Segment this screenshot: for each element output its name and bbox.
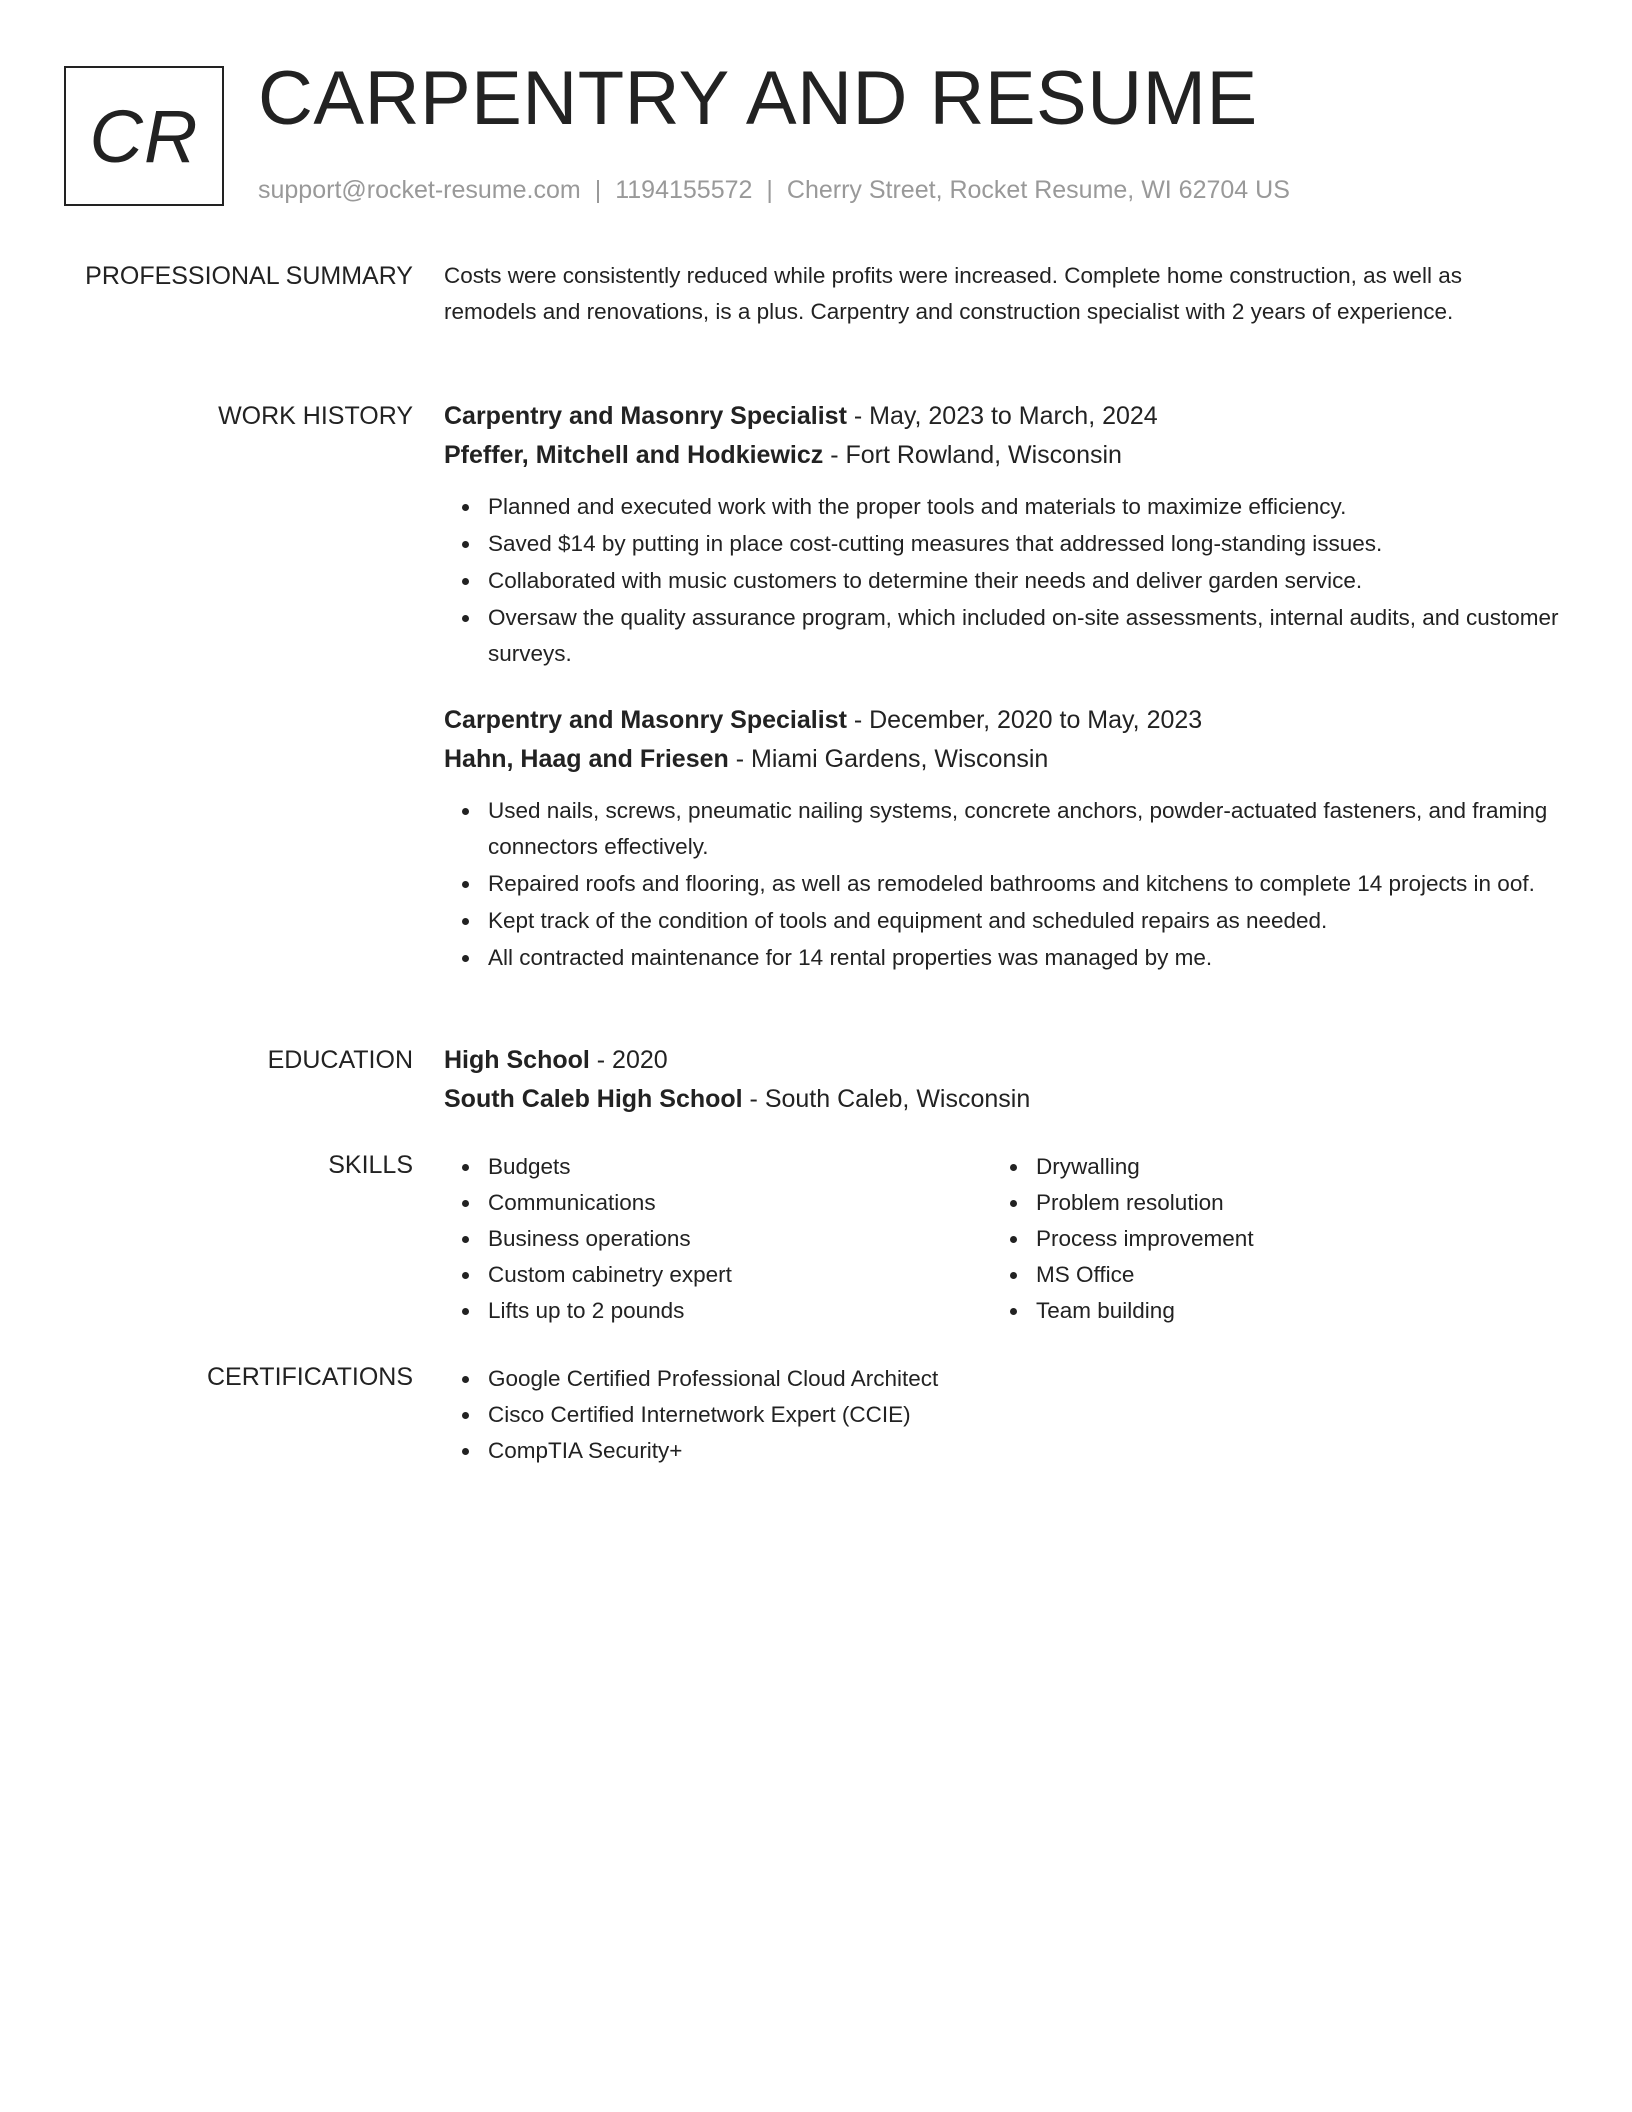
job-bullet-text: Kept track of the condition of tools and equipment and scheduled repairs as needed. (488, 908, 1328, 933)
job-bullet-text: Saved $14 by putting in place cost-cutting measures that addressed long-standing issues. (488, 531, 1383, 556)
skill-item (488, 1185, 992, 1221)
job-title: Carpentry and Masonry Specialist (444, 706, 847, 734)
skill-item (488, 1257, 992, 1293)
skill-text: MS Office (1036, 1262, 1135, 1287)
job-company: Hahn, Haag and Friesen (444, 745, 729, 773)
bullet-dot-icon (462, 541, 469, 548)
bullet-dot-icon (462, 1448, 469, 1455)
job-bullet-text: Collaborated with music customers to determine their needs and deliver garden service. (488, 568, 1363, 593)
job-bullet-text: Used nails, screws, pneumatic nailing systems, concrete anchors, powder-actuated fasteners, and framing connectors effectively. (488, 798, 1548, 859)
education-school-line (444, 1081, 1559, 1117)
education-degree-line (444, 1042, 1559, 1078)
bullet-dot-icon (462, 808, 469, 815)
skills-column-left (444, 1149, 992, 1329)
skills-columns (444, 1149, 1559, 1329)
education-body (444, 1044, 1559, 1119)
skill-text: Communications (488, 1190, 656, 1215)
job-bullet-text: Planned and executed work with the proper tools and materials to maximize efficiency. (488, 494, 1347, 519)
bullet-dot-icon (462, 1236, 469, 1243)
skill-item (488, 1221, 992, 1257)
section-label-certifications: CERTIFICATIONS (206, 1363, 413, 1391)
job-title-line (444, 702, 1559, 738)
bullet-dot-icon (1010, 1236, 1017, 1243)
bullet-dot-icon (462, 918, 469, 925)
resume-name: CARPENTRY AND RESUME (258, 56, 1258, 141)
contact-line (258, 174, 1290, 206)
bullet-dot-icon (462, 881, 469, 888)
job-title: Carpentry and Masonry Specialist (444, 402, 847, 430)
certification-item (488, 1433, 1559, 1469)
skill-text: Budgets (488, 1154, 571, 1179)
section-label-education: EDUCATION (267, 1046, 413, 1074)
job-location: - Fort Rowland, Wisconsin (823, 441, 1122, 469)
job-title-line (444, 398, 1559, 434)
certification-text: CompTIA Security+ (488, 1438, 683, 1463)
education-location: - South Caleb, Wisconsin (742, 1085, 1031, 1113)
job-bullet (488, 563, 1559, 599)
skill-item (488, 1149, 992, 1185)
contact-email: support@rocket-resume.com (258, 176, 581, 204)
section-label-skills: SKILLS (328, 1151, 413, 1179)
job-bullet (488, 489, 1559, 525)
skill-text: Drywalling (1036, 1154, 1140, 1179)
certifications-list (444, 1361, 1559, 1469)
job-bullet (488, 866, 1559, 902)
bullet-dot-icon (1010, 1164, 1017, 1171)
certification-item (488, 1397, 1559, 1433)
work-history-body (444, 400, 1559, 976)
certification-text: Google Certified Professional Cloud Architect (488, 1366, 939, 1391)
skill-item (1036, 1221, 1540, 1257)
skills-list-left (444, 1149, 992, 1329)
skill-text: Custom cabinetry expert (488, 1262, 732, 1287)
skill-item (1036, 1185, 1540, 1221)
certification-text: Cisco Certified Internetwork Expert (CCIE) (488, 1402, 911, 1427)
skills-list-right (992, 1149, 1540, 1329)
skill-text: Lifts up to 2 pounds (488, 1298, 685, 1323)
job-dates: - May, 2023 to March, 2024 (846, 402, 1158, 430)
bullet-dot-icon (462, 615, 469, 622)
contact-phone: 1194155572 (615, 176, 753, 204)
monogram-initials: CR (89, 94, 199, 178)
bullet-dot-icon (462, 1376, 469, 1383)
job-company-line (444, 437, 1559, 473)
contact-address: Cherry Street, Rocket Resume, WI 62704 US (786, 176, 1290, 204)
bullet-dot-icon (462, 578, 469, 585)
bullet-dot-icon (462, 504, 469, 511)
bullet-dot-icon (462, 1412, 469, 1419)
skill-item (1036, 1149, 1540, 1185)
summary-text: Costs were consistently reduced while profits were increased. Complete home construction, as well as remodels and renovations, is a plus. Carpentry and construction specialist with 2 years of experience. (444, 263, 1462, 324)
job-bullet (488, 526, 1559, 562)
skill-text: Team building (1036, 1298, 1175, 1323)
education-year: - 2020 (589, 1046, 668, 1074)
education-degree: High School (444, 1046, 590, 1074)
job-bullets (444, 489, 1559, 672)
contact-separator: | (594, 176, 602, 204)
bullet-dot-icon (462, 1308, 469, 1315)
job-entry (444, 704, 1559, 976)
job-company-line (444, 741, 1559, 777)
job-dates: - December, 2020 to May, 2023 (846, 706, 1203, 734)
monogram-logo (64, 66, 224, 206)
skill-item (488, 1293, 992, 1329)
bullet-dot-icon (462, 955, 469, 962)
bullet-dot-icon (1010, 1200, 1017, 1207)
section-label-work-history: WORK HISTORY (218, 402, 413, 430)
bullet-dot-icon (462, 1164, 469, 1171)
section-label-summary: PROFESSIONAL SUMMARY (85, 262, 413, 290)
skill-text: Business operations (488, 1226, 691, 1251)
job-entry (444, 400, 1559, 672)
job-bullet (488, 940, 1559, 976)
job-bullet-text: Oversaw the quality assurance program, which included on-site assessments, internal audits, and customer surveys. (488, 605, 1559, 666)
certification-item (488, 1361, 1559, 1397)
certifications-body (444, 1361, 1559, 1469)
job-bullet-text: All contracted maintenance for 14 rental properties was managed by me. (488, 945, 1213, 970)
job-company: Pfeffer, Mitchell and Hodkiewicz (444, 441, 824, 469)
skill-text: Process improvement (1036, 1226, 1254, 1251)
skills-column-right (992, 1149, 1540, 1329)
job-bullet (488, 600, 1559, 672)
education-school: South Caleb High School (444, 1085, 743, 1113)
job-bullet-text: Repaired roofs and flooring, as well as remodeled bathrooms and kitchens to complete 14 projects in oof. (488, 871, 1535, 896)
bullet-dot-icon (462, 1200, 469, 1207)
skill-item (1036, 1293, 1540, 1329)
bullet-dot-icon (1010, 1308, 1017, 1315)
bullet-dot-icon (462, 1272, 469, 1279)
skills-body (444, 1149, 1559, 1329)
summary-body (444, 260, 1559, 332)
job-bullet (488, 793, 1559, 865)
skill-item (1036, 1257, 1540, 1293)
job-bullet (488, 903, 1559, 939)
bullet-dot-icon (1010, 1272, 1017, 1279)
job-location: - Miami Gardens, Wisconsin (728, 745, 1049, 773)
contact-separator: | (766, 176, 773, 204)
job-bullets (444, 793, 1559, 976)
skill-text: Problem resolution (1036, 1190, 1224, 1215)
